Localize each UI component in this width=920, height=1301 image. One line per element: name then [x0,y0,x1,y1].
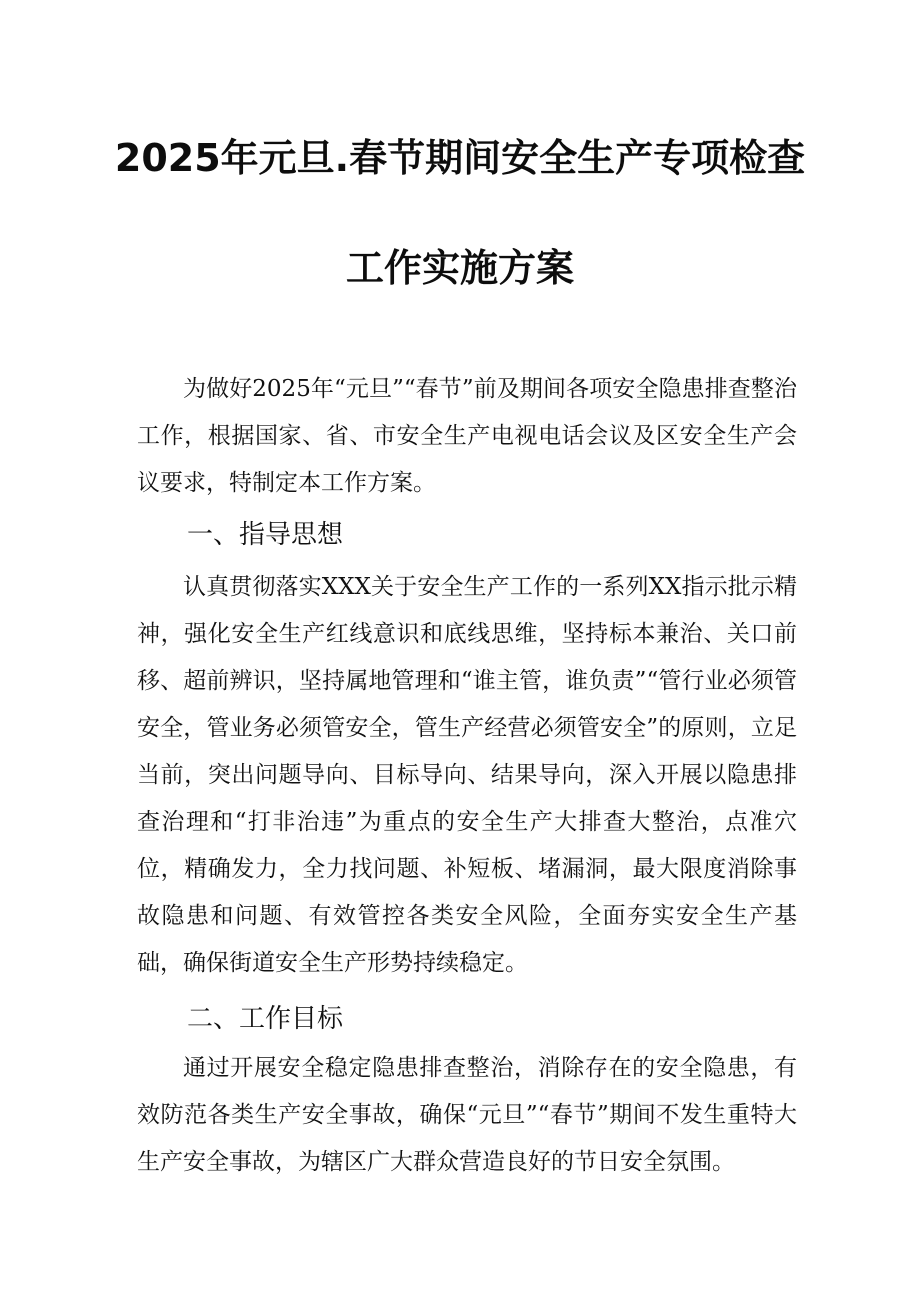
section-body-work-goals: 通过开展安全稳定隐患排查整治，消除存在的安全隐患，有效防范各类生产安全事故，确保“元旦”“春节”期间不发生重特大生产安全事故，为辖区广大群众营造良好的节日安全氛围。 [137,1055,797,1175]
section-body-guiding-thought: 认真贯彻落实XXX关于安全生产工作的一系列XX指示批示精神，强化安全生产红线意识和底线思维，坚持标本兼治、关口前移、超前辨识，坚持属地管理和“谁主管，谁负责”“管行业必须管安全，管业务必须管安全，管生产经营必须管安全”的原则，立足当前，突出问题导向、目标导向、结果导向，深入开展以隐患排查治理和“打非治违”为重点的安全生产大排查大整治，点准穴位，精确发力，全力找问题、补短板、堵漏洞，最大限度消除事故隐患和问题、有效管控各类安全风险，全面夯实安全生产基础，确保街道安全生产形势持续稳定。 [137,574,797,976]
section-heading-work-goals: 二、工作目标 [187,1004,344,1034]
section-heading-guiding-thought: 一、指导思想 [187,520,344,550]
intro-paragraph: 为做好2025年“元旦”“春节”前及期间各项安全隐患排查整治工作，根据国家、省、市安全生产电视电话会议及区安全生产会议要求，特制定本工作方案。 [137,376,797,496]
document-title-line-1: 2025年元旦.春节期间安全生产专项检查 [114,136,806,180]
document-title-line-2: 工作实施方案 [345,246,574,290]
